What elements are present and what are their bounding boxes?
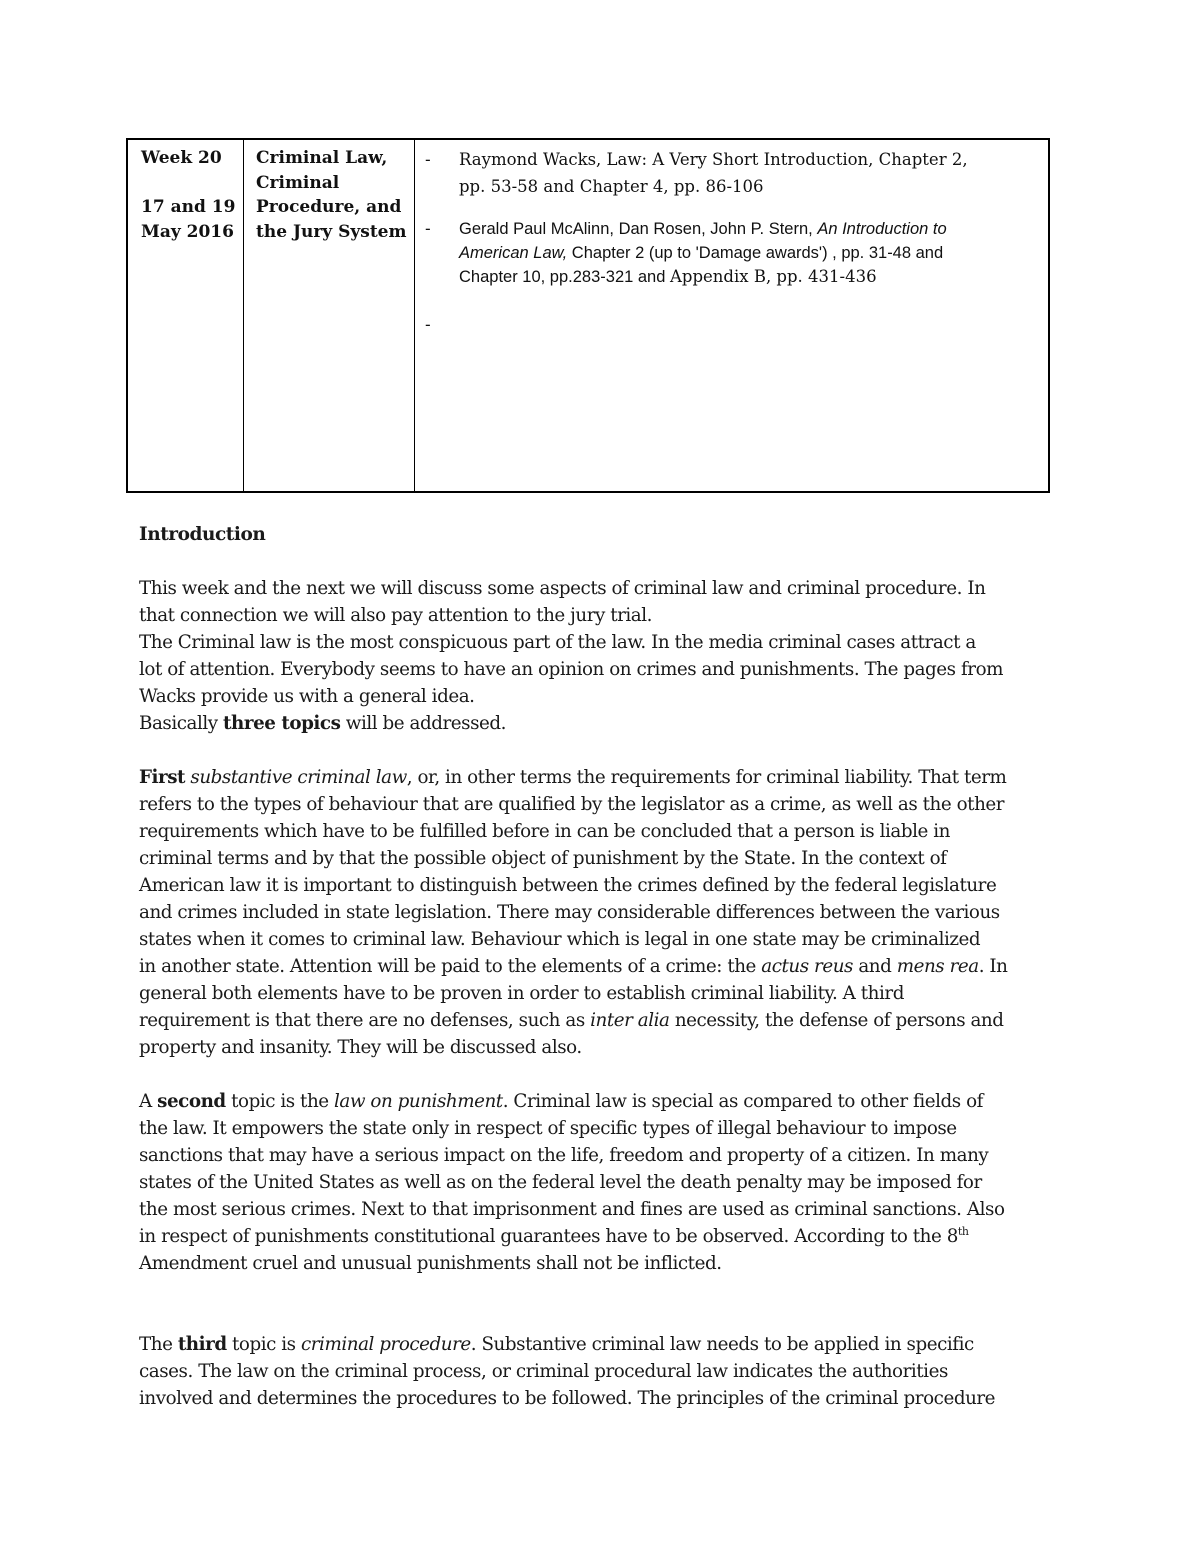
text-line bbox=[139, 1007, 1069, 1034]
text-line: American law it is important to distinguish between the crimes defined by the federal legislature bbox=[139, 875, 997, 896]
text-line: refers to the types of behaviour that are qualified by the legislator as a crime, as well as the other bbox=[139, 794, 1005, 815]
term: law on punishment bbox=[334, 1091, 503, 1112]
week-cell bbox=[128, 140, 244, 491]
week-label: Week 20 bbox=[141, 148, 222, 168]
text-line: states when it comes to criminal law. Behaviour which is legal in one state may be criminalized bbox=[139, 929, 981, 950]
text-run: The bbox=[139, 1334, 178, 1355]
text-run: A bbox=[139, 1091, 158, 1112]
readings-cell bbox=[415, 140, 1048, 491]
reading-2-line-1 bbox=[459, 217, 1040, 241]
text-line: The Criminal law is the most conspicuous part of the law. In the media criminal cases attract a bbox=[139, 632, 976, 653]
text-line bbox=[139, 1088, 1069, 1115]
text-line: Amendment cruel and unusual punishments shall not be inflicted. bbox=[139, 1253, 722, 1274]
text-run: . Criminal law is special as compared to other fields of bbox=[502, 1091, 983, 1112]
date-line-2: May 2016 bbox=[141, 221, 234, 242]
text-run: requirement is that there are no defenses, such as bbox=[139, 1010, 591, 1031]
reading-1-line-1: Raymond Wacks, Law: A Very Short Introduction, Chapter 2, bbox=[459, 150, 968, 169]
reading-2-title: An Introduction to bbox=[817, 220, 947, 238]
text-line: Wacks provide us with a general idea. bbox=[139, 686, 475, 707]
text-line: states of the United States as well as on the federal level the death penalty may be imposed for bbox=[139, 1172, 982, 1193]
reading-2-pages: Chapter 2 (up to 'Damage awards') , pp. 31-48 and bbox=[567, 244, 944, 262]
reading-1-line-2: pp. 53-58 and Chapter 4, pp. 86-106 bbox=[459, 177, 764, 196]
first-topic-paragraph bbox=[139, 764, 1069, 1061]
topic-cell bbox=[244, 140, 415, 491]
text-line: This week and the next we will discuss some aspects of criminal law and criminal procedure. In bbox=[139, 578, 986, 599]
term: substantive criminal law bbox=[190, 767, 407, 788]
reading-2-title-cont: American Law, bbox=[459, 244, 568, 262]
text-line: cases. The law on the criminal process, or criminal procedural law indicates the authorities bbox=[139, 1361, 948, 1382]
topic-line: Criminal Law, bbox=[256, 148, 388, 168]
text-run: . Substantive criminal law needs to be applied in specific bbox=[470, 1334, 974, 1355]
text-run: necessity, the defense of persons and bbox=[669, 1010, 1004, 1031]
text-line bbox=[139, 764, 1069, 791]
reading-2-line-3 bbox=[459, 265, 1040, 289]
text-line: requirements which have to be fulfilled before in can be concluded that a person is liable in bbox=[139, 821, 950, 842]
third-topic-paragraph bbox=[139, 1331, 1069, 1412]
text-line: sanctions that may have a serious impact on the life, freedom and property of a citizen. In many bbox=[139, 1145, 989, 1166]
date-line-1: 17 and 19 bbox=[141, 197, 236, 217]
topic-line: the Jury System bbox=[256, 221, 407, 242]
reading-item-empty bbox=[425, 313, 1040, 340]
reading-2-appendix: Appendix B, pp. 431-436 bbox=[670, 267, 877, 286]
text-line: the most serious crimes. Next to that imprisonment and fines are used as criminal sanctions. Also bbox=[139, 1199, 1005, 1220]
intro-paragraph bbox=[139, 575, 1069, 737]
text-run: Basically bbox=[139, 713, 224, 734]
ordinal-suffix: th bbox=[957, 1224, 969, 1238]
emphasis: second bbox=[157, 1091, 226, 1112]
topic-line: Criminal bbox=[256, 172, 340, 193]
reading-item bbox=[425, 217, 1040, 289]
text-run: in another state. Attention will be paid to the elements of a crime: the bbox=[139, 956, 762, 977]
text-line: the law. It empowers the state only in respect of specific types of illegal behaviour to impose bbox=[139, 1118, 957, 1139]
emphasis: three topics bbox=[223, 713, 341, 734]
text-line: involved and determines the procedures to be followed. The principles of the criminal procedure bbox=[139, 1388, 996, 1409]
list-dash: - bbox=[425, 315, 431, 334]
reading-item bbox=[425, 146, 1040, 200]
section-heading: Introduction bbox=[139, 524, 266, 545]
reading-2-authors: Gerald Paul McAlinn, Dan Rosen, John P. Stern, bbox=[459, 220, 818, 238]
text-line: lot of attention. Everybody seems to have an opinion on crimes and punishments. The pages from bbox=[139, 659, 1004, 680]
term: mens rea bbox=[896, 956, 979, 977]
list-dash: - bbox=[425, 219, 431, 238]
term: actus reus bbox=[761, 956, 853, 977]
text-line bbox=[139, 1223, 1069, 1250]
list-dash: - bbox=[425, 150, 431, 169]
topic-line: Procedure, and bbox=[256, 197, 402, 217]
text-run: and bbox=[852, 956, 897, 977]
body-text bbox=[139, 521, 1069, 1412]
text-line: and crimes included in state legislation. There may considerable differences between the various bbox=[139, 902, 1000, 923]
emphasis: third bbox=[177, 1334, 227, 1355]
text-run: , or, in other terms the requirements for criminal liability. That term bbox=[406, 767, 1007, 788]
text-line: criminal terms and by that the possible object of punishment by the State. In the context of bbox=[139, 848, 947, 869]
syllabus-table bbox=[126, 138, 1050, 493]
reading-2-chapter: Chapter 10, pp.283-321 and bbox=[459, 268, 670, 286]
text-run: will be addressed. bbox=[340, 713, 506, 734]
term: criminal procedure bbox=[300, 1334, 471, 1355]
text-line: that connection we will also pay attention to the jury trial. bbox=[139, 605, 653, 626]
text-run: in respect of punishments constitutional guarantees have to be observed. According to the 8 bbox=[139, 1226, 958, 1247]
term: inter alia bbox=[590, 1010, 670, 1031]
emphasis: First bbox=[139, 767, 186, 788]
text-line bbox=[139, 953, 1069, 980]
text-run: . In bbox=[978, 956, 1008, 977]
text-run: topic is bbox=[226, 1334, 301, 1355]
text-line: property and insanity. They will be discussed also. bbox=[139, 1037, 582, 1058]
text-line bbox=[139, 1331, 1069, 1358]
second-topic-paragraph bbox=[139, 1088, 1069, 1277]
reading-2-line-2 bbox=[459, 241, 1040, 265]
text-line bbox=[139, 710, 1069, 737]
text-run: topic is the bbox=[225, 1091, 335, 1112]
text-line: general both elements have to be proven in order to establish criminal liability. A third bbox=[139, 983, 904, 1004]
